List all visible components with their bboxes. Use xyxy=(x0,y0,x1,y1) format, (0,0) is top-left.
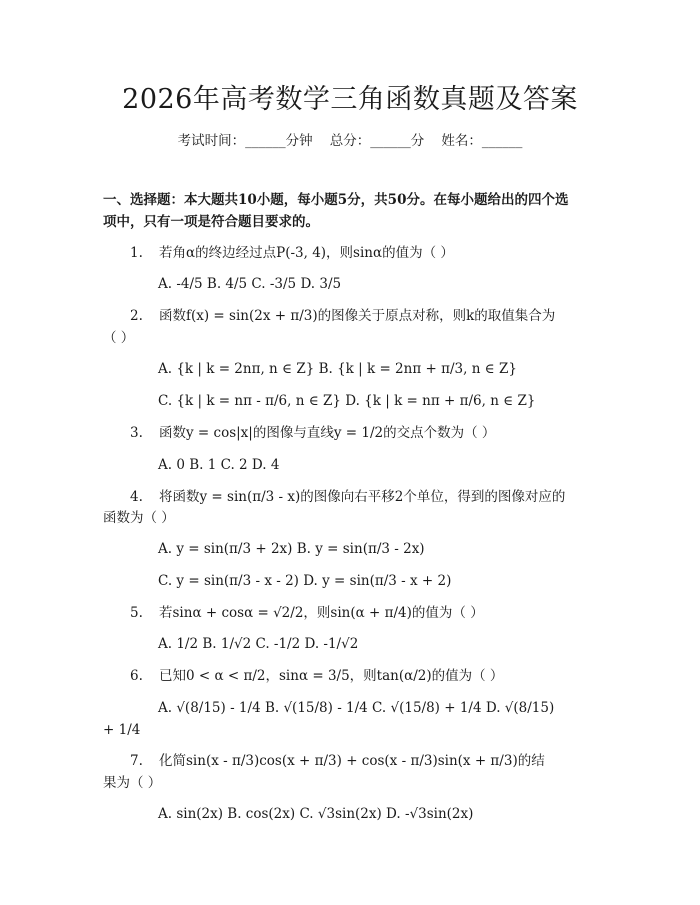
exam-info-line: 考试时间：______分钟 总分：______分 姓名：______ xyxy=(177,133,523,149)
question-text: 若sinα + cosα = √2/2，则sin(α + π/4)的值为（ ） xyxy=(159,605,484,621)
question-5-options: A. 1/2 B. 1/√2 C. -1/2 D. -1/√2 xyxy=(158,636,359,652)
question-number: 6. xyxy=(130,668,143,684)
section-heading-line2: 项中，只有一项是符合题目要求的。 xyxy=(103,214,319,230)
question-4-text-wrap: 函数为（ ） xyxy=(103,510,175,526)
question-text: 函数y = cos|x|的图像与直线y = 1/2的交点个数为（ ） xyxy=(159,425,496,441)
section-heading-line1: 一、选择题：本大题共10小题，每小题5分，共50分。在每小题给出的四个选 xyxy=(103,192,569,208)
question-1 xyxy=(103,243,613,263)
question-number: 7. xyxy=(130,753,143,769)
question-text: 将函数y = sin(π/3 - x)的图像向右平移2个单位，得到的图像对应的 xyxy=(159,489,566,505)
question-text: 若角α的终边经过点P(-3, 4)，则sinα的值为（ ） xyxy=(159,245,454,261)
question-number: 5. xyxy=(130,605,143,621)
question-7 xyxy=(103,751,613,771)
question-1-options: A. -4/5 B. 4/5 C. -3/5 D. 3/5 xyxy=(158,276,342,292)
question-number: 3. xyxy=(130,425,143,441)
question-text: 已知0 < α < π/2，sinα = 3/5，则tan(α/2)的值为（ ） xyxy=(159,668,504,684)
question-2-text-wrap: （ ） xyxy=(103,330,135,346)
question-4-options-cd: C. y = sin(π/3 - x - 2) D. y = sin(π/3 - x + 2) xyxy=(158,573,452,589)
question-7-text-wrap: 果为（ ） xyxy=(103,775,162,791)
question-text: 函数f(x) = sin(2x + π/3)的图像关于原点对称，则k的取值集合为 xyxy=(159,308,556,324)
question-number: 1. xyxy=(130,245,143,261)
question-text: 化简sin(x - π/3)cos(x + π/3) + cos(x - π/3)sin(x + π/3)的结 xyxy=(159,753,545,769)
question-5 xyxy=(103,603,613,623)
question-7-options: A. sin(2x) B. cos(2x) C. √3sin(2x) D. -√3sin(2x) xyxy=(158,806,474,822)
question-2-options-cd: C. {k | k = nπ - π/6, n ∈ Z} D. {k | k = nπ + π/6, n ∈ Z} xyxy=(158,393,536,409)
question-6 xyxy=(103,666,613,686)
question-2-options-ab: A. {k | k = 2nπ, n ∈ Z} B. {k | k = 2nπ + π/3, n ∈ Z} xyxy=(158,361,517,377)
question-4 xyxy=(103,487,613,507)
question-3-options: A. 0 B. 1 C. 2 D. 4 xyxy=(158,457,280,473)
question-4-options-ab: A. y = sin(π/3 + 2x) B. y = sin(π/3 - 2x) xyxy=(158,541,425,557)
question-6-options-wrap: + 1/4 xyxy=(103,722,141,738)
question-3 xyxy=(103,423,613,443)
page-title: 2026年高考数学三角函数真题及答案 xyxy=(122,84,578,115)
question-6-options: A. √(8/15) - 1/4 B. √(15/8) - 1/4 C. √(15/8) + 1/4 D. √(8/15) xyxy=(158,700,555,716)
question-number: 2. xyxy=(130,308,143,324)
question-number: 4. xyxy=(130,489,143,505)
question-2 xyxy=(103,306,613,326)
